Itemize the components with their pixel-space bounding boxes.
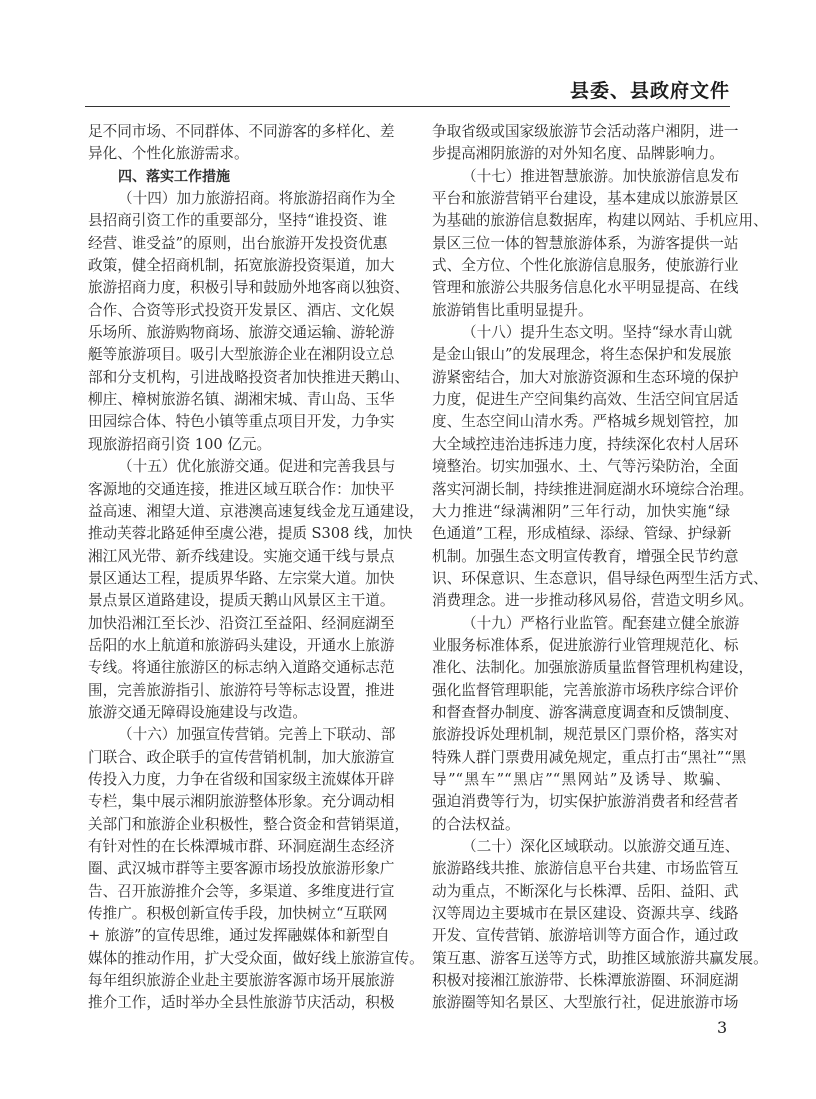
- text-line: 度、生态空间山清水秀。严格城乡规划管控，加: [432, 413, 739, 431]
- text-line: 管理和旅游公共服务信息化水平明显提高、在线: [432, 279, 739, 297]
- text-line: 准化、法制化。加强旅游质量监督管理机构建设，: [432, 659, 754, 677]
- text-line: 旅游路线共推、旅游信息平台共建、市场监管互: [432, 860, 739, 878]
- text-line: 步提高湘阴旅游的对外知名度、品牌影响力。: [432, 145, 724, 163]
- text-line: 艇等旅游项目。吸引大型旅游企业在湘阴设立总: [88, 346, 395, 364]
- text-line: 告、召开旅游推介会等，多渠道、多维度进行宣: [88, 882, 395, 900]
- text-line: 客源地的交通连接，推进区域互联合作：加快平: [88, 480, 395, 498]
- text-line: 合作、合资等形式投资开发景区、酒店、文化娱: [88, 301, 395, 319]
- text-line: 景区通达工程，提质界华路、左宗棠大道。加快: [88, 569, 395, 587]
- paragraph: [88, 121, 395, 166]
- text-line: 积极对接湘江旅游带、长株潭旅游圈、环洞庭湖: [432, 972, 739, 990]
- text-line: 媒体的推动作用，扩大受众面，做好线上旅游宣传。: [88, 949, 424, 967]
- text-line: 力度，促进生产空间集约高效、生活空间宜居适: [432, 391, 739, 409]
- text-line: 现旅游招商引资 100 亿元。: [88, 435, 272, 453]
- text-line: 境整治。切实加强水、土、气等污染防治，全面: [432, 458, 739, 476]
- text-line: 政策，健全招商机制，拓宽旅游投资渠道，加大: [88, 257, 395, 275]
- text-line: 大力推进“绿满湘阴”三年行动，加快实施“绿: [432, 502, 730, 520]
- text-line: 益高速、湘望大道、京港澳高速复线金龙互通建设，: [88, 502, 424, 520]
- text-line: 门联合、政企联手的宣传营销机制，加大旅游宣: [88, 748, 395, 766]
- text-line: 开发、宣传营销、旅游培训等方面合作，通过政: [432, 927, 739, 945]
- text-line: 的合法权益。: [432, 815, 520, 833]
- text-line: 业服务标准体系，促进旅游行业管理规范化、标: [432, 636, 739, 654]
- text-line: 旅游招商力度，积极引导和鼓励外地客商以独资、: [88, 279, 410, 297]
- text-line: 旅游销售比重明显提升。: [432, 301, 593, 319]
- text-line: 平台和旅游营销平台建设，基本建成以旅游景区: [432, 190, 739, 208]
- left-column: [88, 121, 424, 1015]
- text-line: 旅游投诉处理机制，规范景区门票价格，落实对: [432, 726, 739, 744]
- text-line: （十五）优化旅游交通。促进和完善我县与: [118, 458, 396, 476]
- right-column: [432, 121, 768, 1015]
- paragraph: [432, 121, 739, 166]
- text-line: （二十）深化区域联动。以旅游交通互连、: [462, 838, 740, 855]
- text-line: 色通道”工程，形成植绿、添绿、管绿、护绿新: [432, 525, 732, 543]
- text-line: 每年组织旅游企业赴主要旅游客源市场开展旅游: [88, 972, 395, 990]
- running-header-title: 县委、县政府文件: [569, 80, 730, 102]
- text-line: 为基础的旅游信息数据库，构建以网站、手机应用、: [432, 212, 768, 230]
- paragraph: [432, 836, 768, 1015]
- text-line: 汉等周边主要城市在景区建设、资源共享、线路: [432, 905, 739, 923]
- text-line: 专栏，集中展示湘阴旅游整体形象。充分调动相: [88, 793, 395, 811]
- text-line: 传投入力度，力争在省级和国家级主流媒体开辟: [88, 770, 395, 788]
- text-line: 机制。加强生态文明宣传教育，增强全民节约意: [432, 547, 739, 565]
- text-line: （十八）提升生态文明。坚持“绿水青山就: [462, 324, 733, 342]
- text-line: 识、环保意识、生态意识，倡导绿色两型生活方式、: [432, 569, 768, 587]
- text-line: 导”“黑车”“黑店”“黑网站”及诱导、欺骗、: [432, 770, 730, 788]
- text-line: 传推广。积极创新宣传手段，加快树立“互联网: [88, 905, 388, 923]
- paragraph: [432, 322, 768, 612]
- text-line: 和督查督办制度、游客满意度调查和反馈制度、: [432, 703, 739, 721]
- text-line: 足不同市场、不同群体、不同游客的多样化、差: [88, 123, 395, 140]
- text-line: 湘江风光带、新乔线建设。实施交通干线与景点: [88, 547, 395, 565]
- paragraph: [432, 613, 754, 836]
- text-line: 田园综合体、特色小镇等重点项目开发，力争实: [88, 413, 395, 431]
- text-line: （十七）推进智慧旅游。加快旅游信息发布: [462, 167, 740, 185]
- text-line: 消费理念。进一步推动移风易俗，营造文明乡风。: [432, 592, 754, 610]
- text-line: 落实河湖长制，持续推进洞庭湖水环境综合治理。: [432, 480, 754, 498]
- text-line: 异化、个性化旅游需求。: [88, 145, 249, 163]
- text-line: 强化监督管理职能，完善旅游市场秩序综合评价: [432, 681, 739, 699]
- text-line: 县招商引资工作的重要部分，坚持“谁投资、谁: [88, 212, 388, 230]
- text-line: + 旅游”的宣传思维，通过发挥融媒体和新型自: [88, 927, 390, 945]
- text-line: （十九）严格行业监管。配套建立健全旅游: [462, 614, 740, 632]
- text-line: 关部门和旅游企业积极性，整合资金和营销渠道，: [88, 815, 410, 833]
- text-line: 强迫消费等行为，切实保护旅游消费者和经营者: [432, 793, 739, 811]
- text-line: 旅游圈等知名景区、大型旅行社，促进旅游市场: [432, 994, 739, 1012]
- page-number: 3: [717, 1018, 728, 1037]
- text-line: 策互惠、游客互送等方式，助推区域旅游共赢发展。: [432, 949, 768, 967]
- text-line: 圈、武汉城市群等主要客源市场投放旅游形象广: [88, 860, 395, 878]
- text-line: 围，完善旅游指引、旅游符号等标志设置，推进: [88, 681, 395, 699]
- text-line: 是金山银山”的发展理念，将生态保护和发展旅: [432, 346, 732, 364]
- text-line: 有针对性的在长株潭城市群、环洞庭湖生态经济: [88, 838, 395, 855]
- text-line: 大全域控违治违拆违力度，持续深化农村人居环: [432, 435, 739, 453]
- text-line: 加快沿湘江至长沙、沿资江至益阳、经洞庭湖至: [88, 614, 395, 632]
- text-line: （十六）加强宣传营销。完善上下联动、部: [118, 726, 396, 744]
- paragraph: [88, 724, 424, 1014]
- text-line: 景区三位一体的智慧旅游体系，为游客提供一站: [432, 234, 739, 252]
- text-line: 部和分支机构，引进战略投资者加快推进天鹅山、: [88, 368, 410, 386]
- text-line: 经营、谁受益”的原则，出台旅游开发投资优惠: [88, 234, 388, 252]
- text-line: 专线。将通往旅游区的标志纳入道路交通标志范: [88, 659, 395, 677]
- paragraph: [88, 188, 410, 456]
- text-line: 岳阳的水上航道和旅游码头建设，开通水上旅游: [88, 636, 395, 654]
- text-line: 乐场所、旅游购物商场、旅游交通运输、游轮游: [88, 324, 395, 342]
- text-line: 动为重点，不断深化与长株潭、岳阳、益阳、武: [432, 882, 739, 900]
- text-line: 四、落实工作措施: [118, 168, 230, 185]
- text-line: 旅游交通无障碍设施建设与改造。: [88, 703, 307, 721]
- text-line: 推动芙蓉北路延伸至虞公港，提质 S308 线，加快: [88, 525, 413, 543]
- section-heading: [88, 166, 376, 188]
- text-line: 式、全方位、个性化旅游信息服务，使旅游行业: [432, 257, 739, 275]
- text-line: 争取省级或国家级旅游节会活动落户湘阴，进一: [432, 123, 739, 140]
- text-line: 游紧密结合，加大对旅游资源和生态环境的保护: [432, 368, 739, 386]
- text-line: 特殊人群门票费用减免规定，重点打击“黑社”“黑: [432, 748, 747, 766]
- paragraph: [432, 166, 768, 322]
- text-line: 景点景区道路建设，提质天鹅山风景区主干道。: [88, 592, 395, 610]
- text-line: 推介工作，适时举办全县性旅游节庆活动，积极: [88, 994, 395, 1012]
- text-line: 柳庄、樟树旅游名镇、湖湘宋城、青山岛、玉华: [88, 391, 395, 409]
- header-divider: [85, 106, 730, 107]
- paragraph: [88, 456, 424, 724]
- text-line: （十四）加力旅游招商。将旅游招商作为全: [118, 190, 396, 208]
